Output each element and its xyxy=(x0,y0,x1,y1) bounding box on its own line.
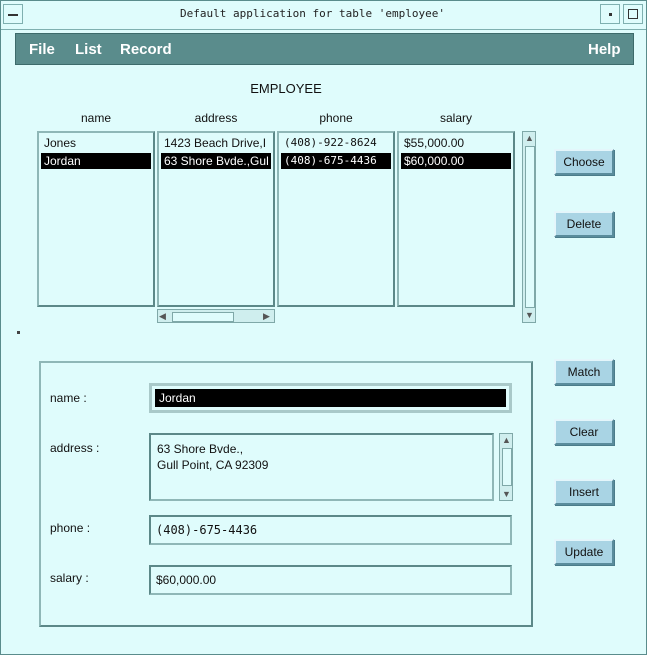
column-header-phone: phone xyxy=(319,111,353,125)
list-item-selected[interactable]: 63 Shore Bvde.,Gul xyxy=(161,153,271,169)
list-item-selected[interactable]: $60,000.00 xyxy=(401,153,511,169)
list-item[interactable]: (408)-922-8624 xyxy=(284,136,377,149)
maximize-icon xyxy=(628,9,638,19)
window-menu-icon xyxy=(8,14,18,16)
resize-dot xyxy=(17,331,20,334)
scroll-thumb[interactable] xyxy=(502,448,512,486)
address-field[interactable] xyxy=(149,433,494,501)
insert-button[interactable]: Insert xyxy=(554,479,614,505)
address-horizontal-scrollbar[interactable] xyxy=(157,309,275,323)
menu-help[interactable]: Help xyxy=(588,41,621,58)
match-button[interactable]: Match xyxy=(554,359,614,385)
column-header-salary: salary xyxy=(439,111,472,125)
phone-label: phone : xyxy=(50,521,91,535)
list-item[interactable]: Jones xyxy=(44,136,77,150)
list-item-selected[interactable]: Jordan xyxy=(41,153,151,169)
menu-list[interactable]: List xyxy=(75,41,102,58)
address-vertical-scrollbar[interactable] xyxy=(499,433,513,501)
window-menu-button[interactable] xyxy=(3,4,23,24)
choose-button[interactable]: Choose xyxy=(554,149,614,175)
table-vertical-scrollbar[interactable] xyxy=(522,131,536,323)
list-item-selected[interactable]: (408)-675-4436 xyxy=(281,153,391,169)
menu-bar xyxy=(15,33,634,65)
address-list[interactable] xyxy=(157,131,275,307)
scroll-up-icon[interactable]: ▲ xyxy=(525,133,534,143)
scroll-down-icon[interactable]: ▼ xyxy=(525,310,534,320)
scroll-down-icon[interactable]: ▼ xyxy=(502,489,511,499)
salary-label: salary : xyxy=(50,571,89,585)
scroll-up-icon[interactable]: ▲ xyxy=(502,435,511,445)
table-heading: EMPLOYEE xyxy=(250,81,322,96)
salary-list[interactable] xyxy=(397,131,515,307)
list-item[interactable]: $55,000.00 xyxy=(404,136,465,150)
update-button[interactable]: Update xyxy=(554,539,614,565)
clear-button[interactable]: Clear xyxy=(554,419,614,445)
column-header-address: address xyxy=(194,111,238,125)
scroll-right-icon[interactable]: ▶ xyxy=(263,311,270,321)
name-field[interactable] xyxy=(149,383,512,413)
phone-field[interactable]: (408)-675-4436 xyxy=(149,515,512,545)
name-label: name : xyxy=(50,391,87,405)
scroll-left-icon[interactable]: ◀ xyxy=(159,311,166,321)
list-item[interactable]: 1423 Beach Drive,I xyxy=(164,136,267,150)
address-label: address : xyxy=(50,441,100,455)
title-bar xyxy=(1,1,646,30)
address-line-1: 63 Shore Bvde., xyxy=(157,442,244,456)
name-list[interactable] xyxy=(37,131,155,307)
scroll-thumb[interactable] xyxy=(172,312,234,322)
minimize-button[interactable] xyxy=(600,4,620,24)
salary-field[interactable]: $60,000.00 xyxy=(149,565,512,595)
menu-record[interactable]: Record xyxy=(120,41,172,58)
scroll-thumb[interactable] xyxy=(525,146,535,308)
window-title: Default application for table 'employee' xyxy=(180,7,445,20)
address-line-2: Gull Point, CA 92309 xyxy=(157,458,269,472)
minimize-icon xyxy=(609,13,612,16)
name-field-value[interactable]: Jordan xyxy=(155,389,506,407)
phone-list[interactable] xyxy=(277,131,395,307)
delete-button[interactable]: Delete xyxy=(554,211,614,237)
menu-file[interactable]: File xyxy=(29,41,55,58)
column-header-name: name xyxy=(80,111,112,125)
maximize-button[interactable] xyxy=(623,4,643,24)
